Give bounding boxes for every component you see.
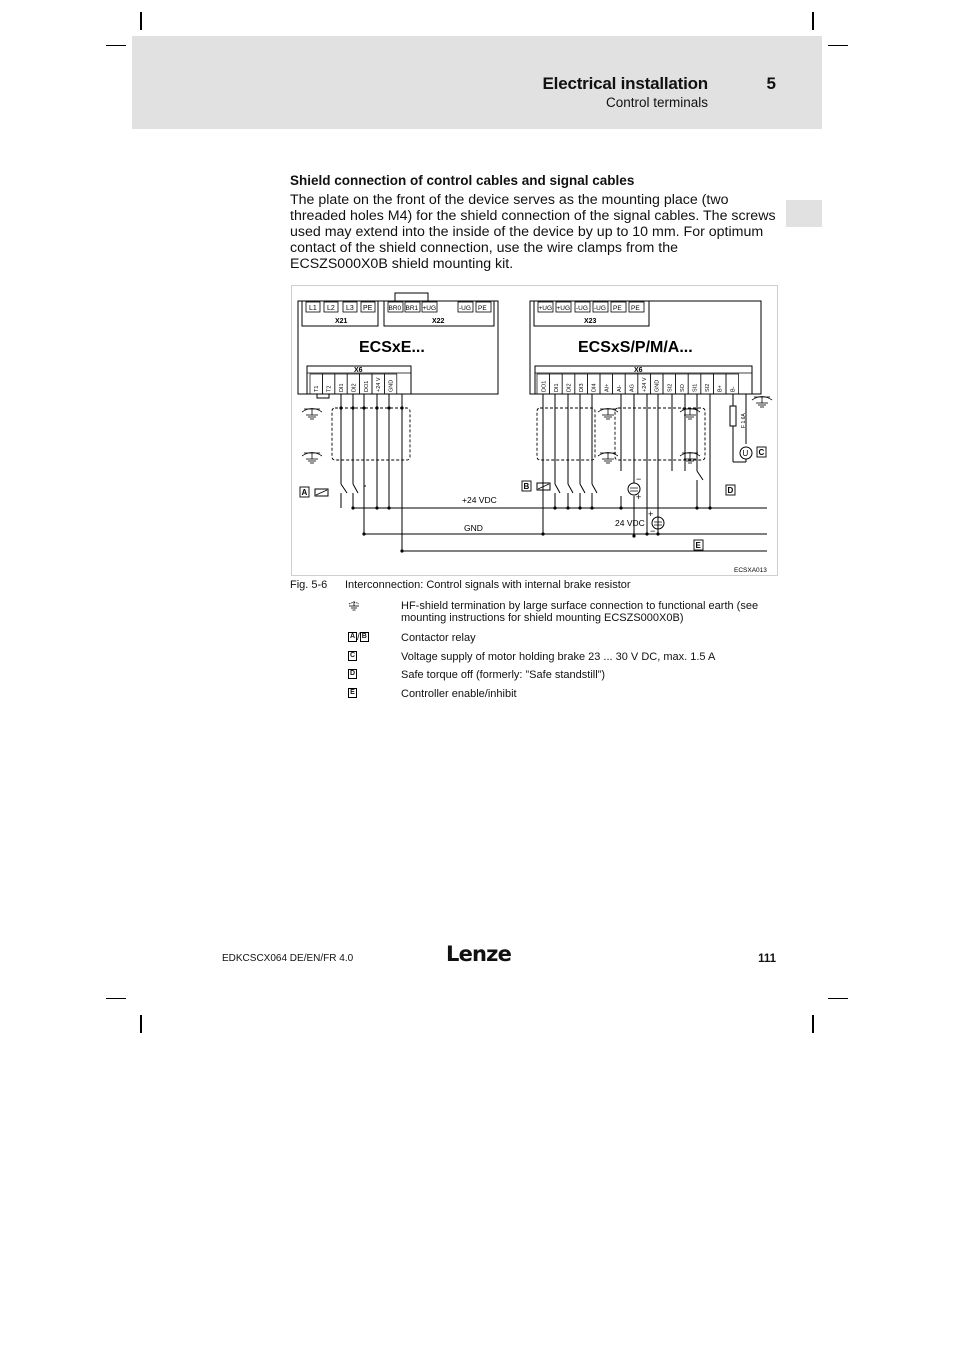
marker-e-icon: E (348, 688, 357, 698)
x22-terminal: +UG (422, 305, 437, 312)
x22-terminal: BR0 (388, 305, 402, 312)
lenze-logo: Lenze (446, 942, 512, 966)
label-gnd: GND (464, 523, 483, 533)
plus-sign: + (636, 492, 642, 502)
junction-dot (541, 532, 544, 535)
left-x6-pins (310, 374, 397, 394)
junction-dot (645, 532, 648, 535)
crop-mark (812, 12, 814, 30)
x6-pin-label: DI3 (579, 383, 586, 392)
x21-label: X21 (335, 318, 348, 325)
legend-text: Safe torque off (formerly: ”Safe standstill”) (401, 669, 605, 681)
junction-dot (387, 406, 390, 409)
x21-terminal: L1 (309, 305, 317, 312)
crop-mark (106, 45, 126, 46)
marker-c-icon: C (349, 652, 356, 660)
x23-terminal: PE (613, 305, 622, 312)
marker-b: B (523, 482, 530, 491)
wiring-lines (317, 394, 767, 551)
marker-d: D (727, 486, 734, 495)
crop-mark (106, 998, 126, 999)
x6-pin-label: AI- (616, 384, 623, 392)
shield-earth-icon (302, 409, 322, 420)
x6-pin-label: DO1 (363, 380, 370, 392)
junction-dot (656, 532, 659, 535)
right-x6-label: X6 (634, 367, 643, 374)
junction-dot (351, 406, 354, 409)
x6-pin-label: SI2 (667, 383, 674, 392)
junction-dot (695, 506, 698, 509)
junction-dot (351, 506, 354, 509)
x21-terminal: L2 (327, 305, 335, 312)
x21-terminals (306, 302, 375, 325)
legend-separator: / (357, 632, 360, 643)
marker-a: A (301, 488, 308, 497)
marker-b-icon: B (361, 633, 367, 641)
x23-terminals (538, 302, 644, 325)
legend-text: HF-shield termination by large surface connection to functional earth (see mounting instructions for shield mounting ECSZS000X0B) (401, 600, 759, 624)
x6-pin-label: T1 (314, 385, 321, 392)
x22-terminals (388, 302, 491, 325)
x21-terminal: PE (363, 305, 373, 312)
junction-dot (619, 506, 622, 509)
junction-dot (553, 506, 556, 509)
left-device-name: ECSxE... (359, 339, 425, 356)
x6-pin-label: DI2 (351, 383, 358, 392)
x6-pin-label: DI1 (553, 383, 560, 392)
brake-resistor-bridge (395, 293, 428, 301)
marker-c: C (758, 448, 765, 457)
x22-label: X22 (432, 318, 445, 325)
marker-e: E (695, 541, 701, 550)
x23-terminal: -UG (576, 305, 588, 312)
shield-earth-icon (348, 600, 388, 615)
legend-text: Controller enable/inhibit (401, 688, 517, 700)
junction-dot (339, 406, 342, 409)
junction-dot (400, 406, 403, 409)
shield-earth-icon (302, 453, 322, 464)
junction-dot (375, 506, 378, 509)
x6-pin-label: AG (629, 384, 636, 392)
chapter-side-tab (786, 200, 822, 227)
chapter-title: Electrical installation (542, 74, 708, 93)
junction-dot (632, 534, 635, 537)
minus-sign: − (636, 474, 642, 484)
x6-pin-label: +24 V (376, 377, 383, 392)
junction-dot (387, 506, 390, 509)
x6-pin-label: SI1 (692, 383, 699, 392)
junction-dot (400, 549, 403, 552)
cable-shields (332, 408, 705, 460)
x6-pin-label: DI1 (339, 383, 345, 392)
chapter-number: 5 (766, 74, 776, 93)
minus-sign: − (650, 526, 656, 536)
drawing-id: ECSXA013 (734, 567, 767, 574)
crop-mark (812, 1015, 814, 1033)
left-x6-label: X6 (354, 367, 363, 374)
marker-d-icon: D (349, 670, 356, 678)
crop-mark (140, 12, 142, 30)
x6-pin-label: GND (654, 379, 661, 392)
figure-number: Fig. 5-6 (290, 579, 328, 591)
x23-terminal: +UG (538, 305, 553, 312)
label-24vdc: +24 VDC (462, 495, 497, 505)
section-heading: Shield connection of control cables and signal cables (290, 173, 635, 188)
junction-dots (339, 406, 711, 552)
x6-pin-label: B+ (717, 385, 724, 392)
label-supply-24vdc: 24 VDC (615, 518, 645, 528)
junction-dot (708, 506, 711, 509)
page-number: 111 (758, 953, 776, 965)
x23-terminal: PE (631, 305, 640, 312)
x6-pin-label: +24 V (642, 377, 649, 392)
wiring-diagram (291, 285, 778, 576)
junction-dot (578, 506, 581, 509)
junction-dot (362, 532, 365, 535)
x6-pin-label: SI2 (705, 383, 712, 392)
x22-terminal: -UG (459, 305, 471, 312)
x6-pin-label: DI2 (566, 383, 573, 392)
plus-sign: + (648, 509, 654, 519)
junction-dot (362, 406, 365, 409)
junction-dot (590, 506, 593, 509)
fuse-label: F 1.6A (741, 413, 747, 428)
x6-pin-label: DO1 (541, 380, 548, 392)
right-device-name: ECSxS/P/M/A... (578, 339, 693, 356)
right-x6-pins (537, 374, 739, 394)
x23-terminal: +UG (556, 305, 571, 312)
chapter-subtitle: Control terminals (605, 95, 708, 110)
crop-mark (828, 998, 848, 999)
x23-terminal: -UG (594, 305, 606, 312)
shield-earth-icon (752, 397, 772, 408)
junction-dot (566, 506, 569, 509)
figure-caption: Interconnection: Control signals with internal brake resistor (345, 579, 631, 591)
x22-terminal: PE (478, 305, 487, 312)
x23-label: X23 (584, 318, 597, 325)
x6-pin-label: B- (730, 386, 737, 392)
marker-a-icon: A (349, 633, 356, 641)
footer-doc-id: EDKCSCX064 DE/EN/FR 4.0 (222, 953, 354, 964)
x6-pin-label: GND (388, 379, 395, 392)
junction-dot (375, 406, 378, 409)
crop-mark (140, 1015, 142, 1033)
x6-pin-label: T2 (326, 385, 333, 392)
x22-terminal: BR1 (405, 305, 419, 312)
x21-terminal: L3 (346, 305, 354, 312)
brake-fuse (730, 406, 736, 426)
legend-text: Contactor relay (401, 632, 476, 644)
x6-pin-label: DI4 (591, 383, 598, 392)
x6-pin-label: AI+ (604, 383, 611, 392)
section-paragraph: The plate on the front of the device serves as the mounting place (two threaded holes M4) for the shield connection of the signal cables. The screws used may extend into the inside of the device by up to 10 mm. For optimum contact of the shield connection, use the wire clamps from the ECSZS000X0B shield mounting kit. (290, 192, 776, 272)
crop-mark (828, 45, 848, 46)
meter-u: U (742, 449, 749, 458)
x6-pin-label: SO (679, 384, 686, 392)
legend-text: Voltage supply of motor holding brake 23 ... 30 V DC, max. 1.5 A (401, 651, 716, 663)
